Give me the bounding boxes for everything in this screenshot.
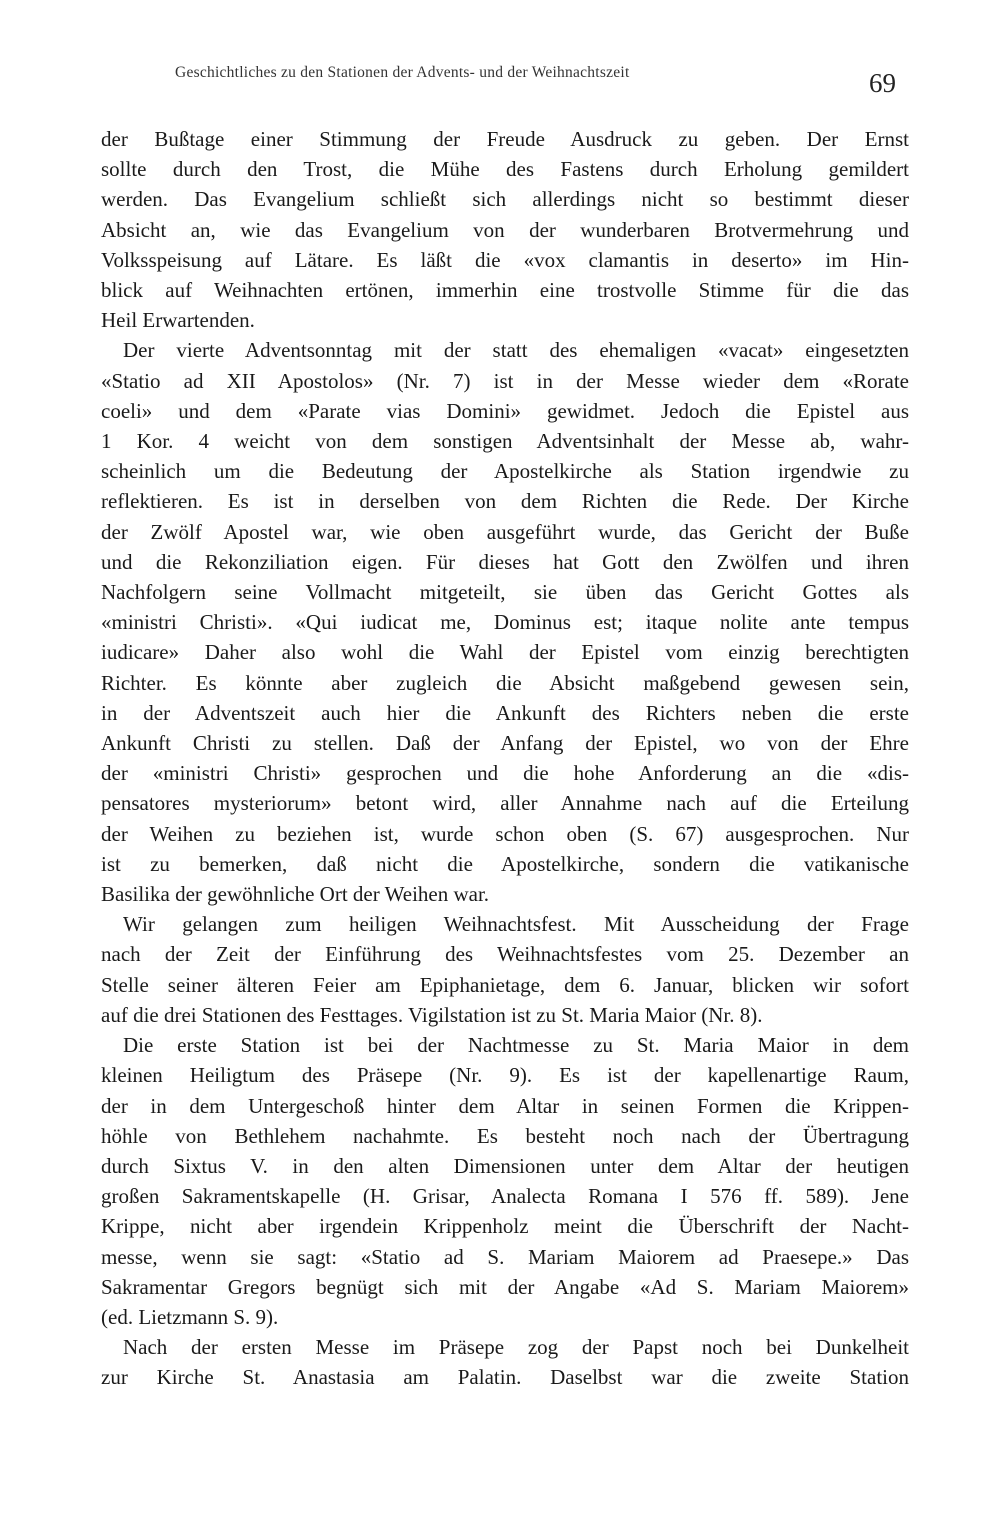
text-line: der Weihen zu beziehen ist, wurde schon oben (S. 67) ausgesprochen. Nur	[101, 821, 909, 846]
text-line: Wir gelangen zum heiligen Weihnachtsfest. Mit Ausscheidung der Frage	[123, 912, 909, 937]
text-line: Absicht an, wie das Evangelium von der wunderbaren Brotvermehrung und	[101, 217, 909, 242]
text-line: Sakramentar Gregors begnügt sich mit der Angabe «Ad S. Mariam Maiorem»	[101, 1274, 909, 1299]
text-line: der in dem Untergeschoß hinter dem Altar in seinen Formen die Krippen-	[101, 1093, 909, 1118]
text-line: werden. Das Evangelium schließt sich allerdings nicht so bestimmt dieser	[101, 187, 909, 212]
text-line: Die erste Station ist bei der Nachtmesse zu St. Maria Maior in dem	[123, 1033, 909, 1058]
text-line: sollte durch den Trost, die Mühe des Fastens durch Erholung gemildert	[101, 157, 909, 182]
text-line: coeli» und dem «Parate vias Domini» gewidmet. Jedoch die Epistel aus	[101, 398, 909, 423]
paragraph	[101, 124, 909, 335]
text-line: Krippe, nicht aber irgendein Krippenholz meint die Überschrift der Nacht-	[101, 1214, 909, 1239]
text-line: durch Sixtus V. in den alten Dimensionen unter dem Altar der heutigen	[101, 1153, 909, 1178]
text-line: höhle von Bethlehem nachahmte. Es besteht noch nach der Übertragung	[101, 1123, 909, 1148]
text-line: Basilika der gewöhnliche Ort der Weihen war.	[101, 882, 490, 907]
running-head: Geschichtliches zu den Stationen der Advents- und der Weihnachtszeit	[175, 64, 630, 81]
text-line: der «ministri Christi» gesprochen und die hohe Anforderung an die «dis-	[101, 761, 909, 786]
text-line: nach der Zeit der Einführung des Weihnachtsfestes vom 25. Dezember an	[101, 942, 909, 967]
paragraph	[101, 335, 909, 909]
text-line: (ed. Lietzmann S. 9).	[101, 1304, 279, 1329]
text-line: «Statio ad XII Apostolos» (Nr. 7) ist in der Messe wieder dem «Rorate	[101, 368, 909, 393]
text-line: messe, wenn sie sagt: «Statio ad S. Mariam Maiorem ad Praesepe.» Das	[101, 1244, 909, 1269]
page-number: 69	[869, 68, 896, 98]
text-line: Nachfolgern seine Vollmacht mitgeteilt, sie üben das Gericht Gottes als	[101, 580, 909, 605]
text-line: scheinlich um die Bedeutung der Apostelkirche als Station irgendwie zu	[101, 459, 909, 484]
text-line: iudicare» Daher also wohl die Wahl der Epistel vom einzig berechtigten	[101, 640, 909, 665]
text-line: und die Rekonziliation eigen. Für dieses hat Gott den Zwölfen und ihren	[101, 549, 909, 574]
text-line: auf die drei Stationen des Festtages. Vigilstation ist zu St. Maria Maior (Nr. 8).	[101, 1002, 763, 1027]
body-text	[101, 124, 909, 1393]
text-line: Stelle seiner älteren Feier am Epiphanietage, dem 6. Januar, blicken wir sofort	[101, 972, 909, 997]
text-line: Volksspeisung auf Lätare. Es läßt die «vox clamantis in deserto» im Hin-	[101, 247, 909, 272]
text-line: Richter. Es könnte aber zugleich die Absicht maßgebend gewesen sein,	[101, 670, 909, 695]
paragraph	[101, 909, 909, 1030]
text-line: blick auf Weihnachten ertönen, immerhin eine trostvolle Stimme für die das	[101, 278, 909, 303]
paragraph	[101, 1332, 909, 1392]
text-line: Heil Erwartenden.	[101, 308, 255, 333]
text-line: großen Sakramentskapelle (H. Grisar, Analecta Romana I 576 ff. 589). Jene	[101, 1184, 909, 1209]
text-line: der Bußtage einer Stimmung der Freude Ausdruck zu geben. Der Ernst	[101, 127, 909, 151]
paragraph	[101, 1030, 909, 1332]
text-line: pensatores mysteriorum» betont wird, aller Annahme nach auf die Erteilung	[101, 791, 909, 816]
text-line: der Zwölf Apostel war, wie oben ausgeführt wurde, das Gericht der Buße	[101, 519, 909, 544]
text-line: reflektieren. Es ist in derselben von dem Richten die Rede. Der Kirche	[101, 489, 909, 514]
text-line: 1 Kor. 4 weicht von dem sonstigen Adventsinhalt der Messe ab, wahr-	[101, 429, 909, 454]
text-line: Nach der ersten Messe im Präsepe zog der Papst noch bei Dunkelheit	[123, 1335, 909, 1360]
text-line: kleinen Heiligtum des Präsepe (Nr. 9). Es ist der kapellenartige Raum,	[101, 1063, 909, 1088]
text-line: in der Adventszeit auch hier die Ankunft des Richters neben die erste	[101, 700, 909, 725]
text-line: ist zu bemerken, daß nicht die Apostelkirche, sondern die vatikanische	[101, 851, 909, 876]
text-line: zur Kirche St. Anastasia am Palatin. Daselbst war die zweite Station	[101, 1365, 909, 1390]
text-line: «ministri Christi». «Qui iudicat me, Dominus est; itaque nolite ante tempus	[101, 610, 909, 635]
text-line: Der vierte Adventsonntag mit der statt des ehemaligen «vacat» eingesetzten	[123, 338, 909, 363]
text-line: Ankunft Christi zu stellen. Daß der Anfang der Epistel, wo von der Ehre	[101, 731, 909, 756]
